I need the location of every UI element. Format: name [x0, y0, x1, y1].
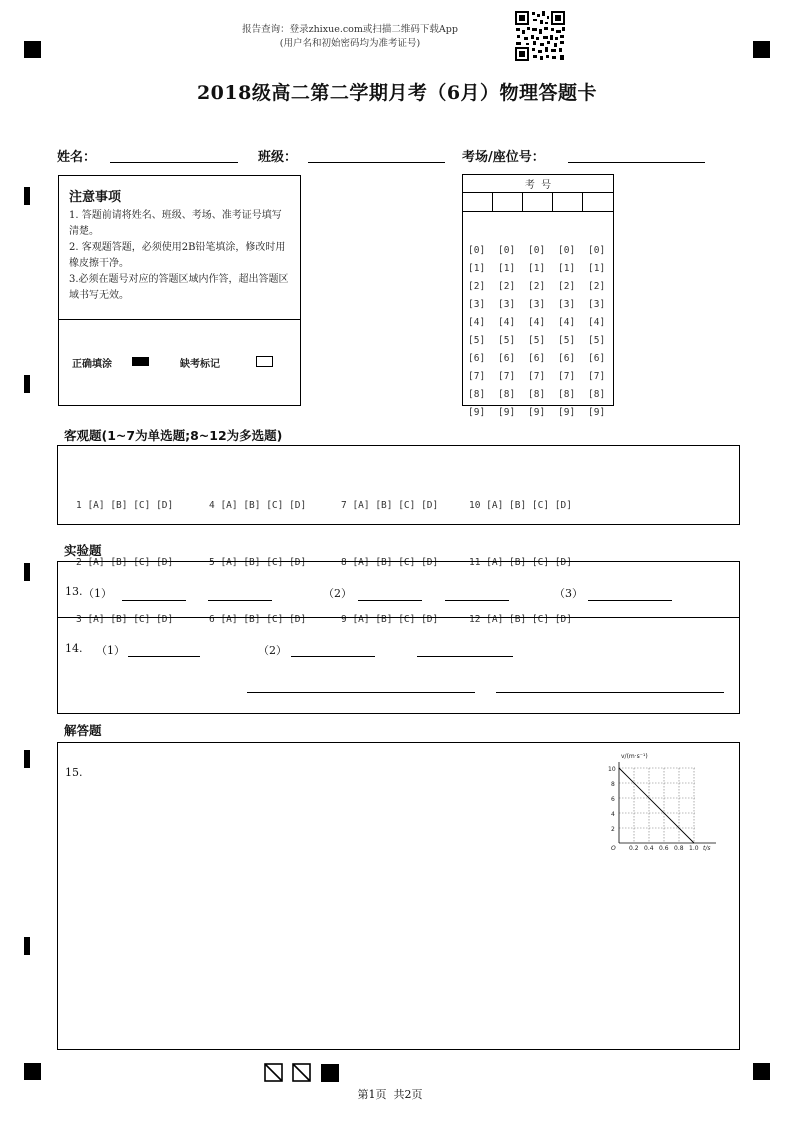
room-seat-label: 考场/座位号： [462, 150, 545, 165]
correct-fill-sample [132, 357, 149, 366]
exam-digit-column[interactable]: [0] [1] [2] [3] [4] [5] [6] [7] [8] [9] [558, 245, 576, 418]
correct-fill-label: 正确填涂 [72, 359, 112, 370]
notice-divider [59, 319, 300, 320]
experiment-section-title: 实验题 [64, 543, 102, 558]
graph-xlabel: t/s [703, 845, 711, 852]
exam-digit-column[interactable]: [0] [1] [2] [3] [4] [5] [6] [7] [8] [9] [498, 245, 516, 418]
question-14-part1: （1） [96, 644, 125, 657]
class-label: 班级： [258, 150, 298, 165]
objective-row[interactable]: 6 [A] [B] [C] [D] [209, 614, 307, 625]
report-query-note [180, 23, 520, 51]
experiment-divider [58, 617, 739, 618]
question-13-part3: （3） [554, 587, 583, 600]
graph-ytick: 6 [611, 796, 615, 803]
answer-line-13-2a[interactable] [358, 600, 422, 601]
objective-row[interactable]: 8 [A] [B] [C] [D] [341, 557, 439, 568]
graph-xtick: 0.2 [629, 845, 639, 852]
answer-line-14-2a[interactable] [291, 656, 375, 657]
absent-mark-box[interactable] [256, 356, 273, 367]
graph-ytick: 8 [611, 781, 615, 788]
absent-mark-label: 缺考标记 [180, 359, 220, 370]
answer-line-14-3b[interactable] [496, 692, 724, 693]
timing-mark [24, 750, 30, 768]
room-seat-field[interactable] [568, 162, 705, 163]
timing-mark [24, 375, 30, 393]
exam-digit-column[interactable]: [0] [1] [2] [3] [4] [5] [6] [7] [8] [9] [528, 245, 546, 418]
exam-digit-column[interactable]: [0] [1] [2] [3] [4] [5] [6] [7] [8] [9] [588, 245, 606, 418]
registration-mark-bottom-left [24, 1063, 41, 1080]
page-sync-marks [264, 1063, 344, 1083]
velocity-line [619, 768, 694, 843]
answer-line-13-1b[interactable] [208, 600, 272, 601]
answer-line-13-2b[interactable] [445, 600, 509, 601]
notice-item: 3.必须在题号对应的答题区域内作答，超出答题区域书写无效。 [69, 274, 289, 301]
timing-mark [24, 563, 30, 581]
page-title: 2018级高二第二学期月考（6月）物理答题卡 [196, 82, 598, 104]
question-14-number: 14. [65, 642, 83, 655]
notice-item: 2. 客观题答题，必须使用2B铅笔填涂，修改时用橡皮擦干净。 [69, 242, 286, 269]
graph-origin: O [611, 845, 616, 852]
graph-ytick: 2 [611, 826, 615, 833]
answer-line-14-3a[interactable] [247, 692, 475, 693]
objective-row[interactable]: 12 [A] [B] [C] [D] [469, 614, 572, 625]
graph-xtick: 0.4 [644, 845, 654, 852]
registration-mark-bottom-right [753, 1063, 770, 1080]
graph-ytick: 4 [611, 811, 615, 818]
timing-mark [24, 937, 30, 955]
notice-box [58, 175, 301, 406]
question-13-number: 13. [65, 585, 83, 598]
name-field[interactable] [110, 162, 238, 163]
objective-row[interactable]: 1 [A] [B] [C] [D] [76, 500, 174, 511]
graph-xtick: 0.8 [674, 845, 684, 852]
registration-mark-top-right [753, 41, 770, 58]
answer-line-14-2b[interactable] [417, 656, 513, 657]
graph-xtick: 0.6 [659, 845, 669, 852]
page-number: 第1页 共2页 [357, 1088, 423, 1101]
notice-title: 注意事项 [69, 190, 122, 205]
exam-number-grid [462, 174, 614, 418]
objective-row[interactable]: 9 [A] [B] [C] [D] [341, 614, 439, 625]
question-13-part2: （2） [323, 587, 352, 600]
objective-row[interactable]: 11 [A] [B] [C] [D] [469, 557, 572, 568]
graph-xtick: 1.0 [689, 845, 699, 852]
qr-code[interactable] [514, 10, 566, 62]
registration-mark-top-left [24, 41, 41, 58]
experiment-answer-box [57, 561, 740, 714]
class-field[interactable] [308, 162, 445, 163]
question-15-number: 15. [65, 766, 83, 779]
solution-section-title: 解答题 [64, 723, 102, 738]
report-query-line1: 报告查询：登录zhixue.com或扫描二维码下载App [242, 24, 458, 35]
objective-section-title: 客观题(1~7为单选题;8~12为多选题) [64, 428, 283, 443]
graph-ytick: 10 [608, 766, 616, 773]
exam-digit-column[interactable]: [0] [1] [2] [3] [4] [5] [6] [7] [8] [9] [468, 245, 486, 418]
notice-item: 1. 答题前请将姓名、班级、考场、准考证号填写清楚。 [69, 210, 282, 237]
exam-number-header: 考 号 [524, 180, 552, 191]
question-13-part1: （1） [83, 587, 112, 600]
objective-row[interactable]: 3 [A] [B] [C] [D] [76, 614, 174, 625]
answer-line-13-3[interactable] [588, 600, 672, 601]
report-query-line2: (用户名和初始密码均为准考证号) [279, 38, 421, 49]
objective-row[interactable]: 7 [A] [B] [C] [D] [341, 500, 439, 511]
objective-row[interactable]: 10 [A] [B] [C] [D] [469, 500, 572, 511]
answer-line-14-1[interactable] [128, 656, 200, 657]
timing-mark [24, 187, 30, 205]
objective-row[interactable]: 2 [A] [B] [C] [D] [76, 557, 174, 568]
answer-line-13-1a[interactable] [122, 600, 186, 601]
name-label: 姓名： [57, 150, 97, 165]
objective-row[interactable]: 5 [A] [B] [C] [D] [209, 557, 307, 568]
graph-ylabel: v/(m·s⁻¹) [621, 753, 648, 760]
question-14-part2: （2） [258, 644, 287, 657]
objective-row[interactable]: 4 [A] [B] [C] [D] [209, 500, 307, 511]
velocity-time-graph [602, 748, 726, 856]
